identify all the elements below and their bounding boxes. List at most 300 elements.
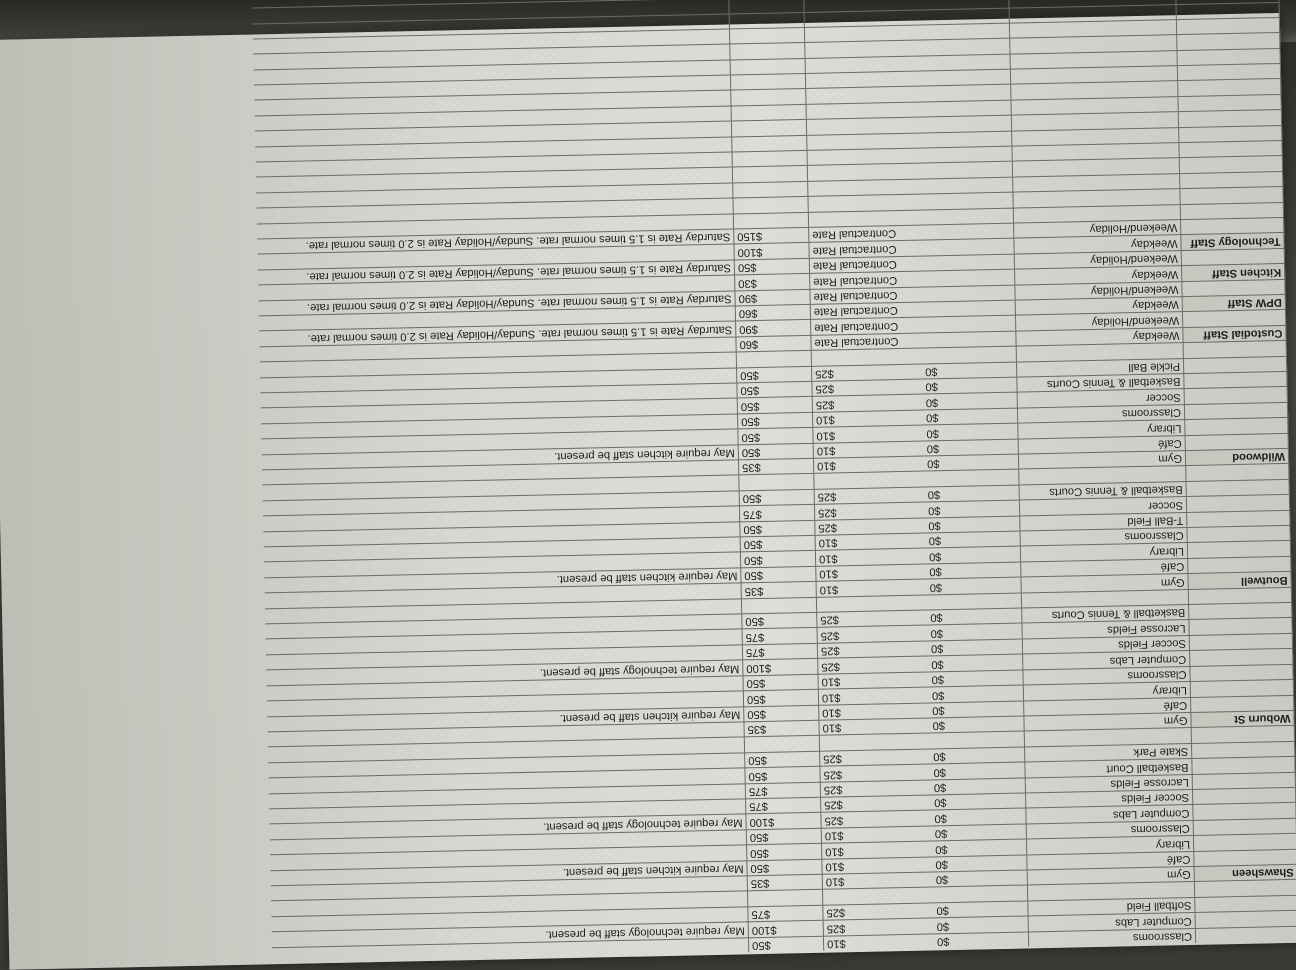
rate-nonprofit-cell: $10 [823, 934, 934, 951]
rate-resident-cell: $0 [925, 500, 1020, 517]
rate-other-cell: $90 [736, 320, 811, 337]
rate-other-cell: $50 [745, 751, 820, 768]
site-label [1176, 2, 1279, 20]
rate-other-cell: $100 [748, 920, 823, 937]
site-label [1193, 833, 1296, 851]
facility-cell: Classrooms [1026, 820, 1193, 839]
facility-cell: T-Ball Field [1020, 512, 1187, 531]
rate-other-cell: $50 [737, 412, 812, 429]
rate-other-cell: $50 [739, 489, 814, 506]
rate-other-cell [730, 43, 805, 60]
site-label [1192, 756, 1295, 774]
site-label [1195, 895, 1296, 913]
rate-resident-cell: $0 [931, 793, 1026, 810]
rate-nonprofit-cell [805, 40, 916, 58]
rate-other-cell: $60 [735, 304, 810, 321]
rate-nonprofit-cell: $10 [815, 548, 926, 566]
rate-other-cell: $35 [744, 720, 819, 737]
facility-rate-table [252, 0, 1296, 962]
site-label [1189, 633, 1292, 651]
rate-other-cell: $100 [734, 243, 809, 260]
rate-resident-cell: $0 [922, 362, 1017, 379]
rate-other-cell: $90 [735, 289, 810, 306]
site-label [1195, 910, 1296, 928]
rate-resident-cell: $0 [927, 624, 1022, 641]
rate-schedule [20, 31, 1296, 967]
site-label [1182, 279, 1285, 297]
site-label [1187, 541, 1290, 559]
site-label [1183, 341, 1286, 359]
rate-nonprofit-cell [806, 102, 917, 120]
rate-nonprofit-cell: $10 [816, 579, 927, 597]
rate-resident-cell [919, 208, 1014, 225]
rate-nonprofit-cell: $10 [815, 533, 926, 551]
site-label [1190, 649, 1293, 667]
rate-nonprofit-cell: $25 [814, 502, 925, 520]
rate-other-cell [732, 166, 807, 183]
rate-other-cell: $50 [748, 936, 823, 952]
rate-other-cell: $50 [744, 705, 819, 722]
rate-other-cell: $50 [738, 428, 813, 445]
facility-cell: Café [1018, 435, 1185, 454]
rate-other-cell: $50 [740, 551, 815, 568]
facility-cell: Weekday [1015, 297, 1182, 316]
rate-resident-cell [919, 223, 1014, 240]
rate-other-cell: $50 [746, 828, 821, 845]
rate-resident-cell: $0 [928, 639, 1023, 656]
rate-nonprofit-cell: Contractual Rate [810, 287, 921, 305]
site-label [1180, 202, 1283, 220]
rate-nonprofit-cell: $10 [813, 456, 924, 474]
facility-cell: Basketball & Tennis Courts [1022, 605, 1189, 624]
site-label [1180, 171, 1283, 189]
site-label: Custodial Staff [1183, 325, 1286, 343]
rate-resident-cell [933, 885, 1028, 902]
rate-resident-cell [920, 254, 1015, 271]
note-cell: May require technology staff be present. [269, 814, 746, 839]
rate-nonprofit-cell: Contractual Rate [809, 225, 920, 243]
facility-cell: Weekend/Holiday [1014, 250, 1181, 269]
rate-other-cell [741, 597, 816, 614]
facility-cell: Soccer Fields [1022, 635, 1189, 654]
site-label [1187, 525, 1290, 543]
facility-cell: Classrooms [1017, 404, 1184, 423]
facility-cell: Soccer [1019, 497, 1186, 516]
rate-resident-cell: $0 [934, 932, 1029, 949]
rate-resident-cell [921, 300, 1016, 317]
rate-nonprofit-cell: $10 [819, 703, 930, 721]
site-label [1189, 618, 1292, 636]
site-label: Woburn St [1191, 710, 1294, 728]
rate-nonprofit-cell: $10 [812, 410, 923, 428]
note-cell: May require kitchen staff be present. [270, 860, 747, 885]
rate-nonprofit-cell: $25 [818, 656, 929, 674]
site-label [1184, 371, 1287, 389]
rate-other-cell: $100 [743, 659, 818, 676]
rate-nonprofit-cell: Contractual Rate [809, 240, 920, 258]
site-label [1184, 402, 1287, 420]
rate-resident-cell: $0 [923, 408, 1018, 425]
facility-cell: Skate Park [1025, 743, 1192, 762]
rate-other-cell: $75 [746, 797, 821, 814]
rate-resident-cell [916, 85, 1011, 102]
rate-resident-cell: $0 [925, 516, 1020, 533]
rate-nonprofit-cell: $10 [821, 826, 932, 844]
rate-resident-cell: $0 [930, 762, 1025, 779]
note-cell: Saturday Rate is 1.5 times normal rate. Sunday/Holiday Rate is 2.0 times normal rate. [257, 229, 734, 254]
rate-other-cell [739, 474, 814, 491]
facility-cell: Softball Field [1028, 897, 1195, 916]
facility-cell: Basketball & Tennis Courts [1019, 481, 1186, 500]
rate-other-cell [732, 135, 807, 152]
rate-nonprofit-cell [805, 71, 916, 89]
rate-nonprofit-cell: $25 [823, 918, 934, 936]
facility-cell: Library [1020, 543, 1187, 562]
rate-other-cell [729, 12, 804, 29]
rate-other-cell: $50 [740, 535, 815, 552]
site-label [1179, 140, 1282, 158]
rate-nonprofit-cell: $10 [822, 841, 933, 859]
rate-nonprofit-cell: $10 [816, 564, 927, 582]
rate-other-cell: $150 [734, 227, 809, 244]
facility-cell: Weekday [1014, 235, 1181, 254]
facility-cell: Weekend/Holiday [1014, 220, 1181, 239]
rate-other-cell: $50 [743, 689, 818, 706]
rate-other-cell [729, 0, 804, 14]
rate-resident-cell: $0 [926, 547, 1021, 564]
rate-nonprofit-cell [808, 194, 919, 212]
facility-cell: Basketball & Tennis Courts [1017, 374, 1184, 393]
site-label [1182, 310, 1285, 328]
rate-resident-cell [915, 38, 1010, 55]
rate-resident-cell [920, 269, 1015, 286]
rate-nonprofit-cell: $10 [818, 672, 929, 690]
site-label: Shawsheen [1194, 864, 1296, 882]
rate-resident-cell: $0 [931, 808, 1026, 825]
site-label [1191, 741, 1294, 759]
rate-resident-cell: $0 [924, 454, 1019, 471]
rate-resident-cell [917, 131, 1012, 148]
site-label [1179, 125, 1282, 143]
rate-resident-cell [920, 285, 1015, 302]
rate-resident-cell [915, 8, 1010, 25]
rate-other-cell [732, 150, 807, 167]
rate-other-cell: $100 [746, 813, 821, 830]
site-label [1191, 695, 1294, 713]
rate-nonprofit-cell: $10 [813, 441, 924, 459]
rate-resident-cell: $0 [928, 670, 1023, 687]
site-label [1178, 94, 1281, 112]
facility-cell: Gym [1021, 574, 1188, 593]
site-label: Boutwell [1188, 572, 1291, 590]
facility-cell: Computer Labs [1023, 651, 1190, 670]
rate-other-cell: $50 [747, 843, 822, 860]
rate-nonprofit-cell: $25 [814, 487, 925, 505]
rate-resident-cell: $0 [922, 377, 1017, 394]
note-cell: May require technology staff be present. [266, 660, 743, 685]
rate-other-cell [731, 104, 806, 121]
rate-nonprofit-cell: $10 [822, 857, 933, 875]
site-label [1185, 418, 1288, 436]
rate-resident-cell: $0 [925, 485, 1020, 502]
rate-nonprofit-cell: $25 [817, 625, 928, 643]
rate-other-cell: $35 [741, 582, 816, 599]
rate-nonprofit-cell [811, 348, 922, 366]
rate-nonprofit-cell: $25 [812, 379, 923, 397]
site-label [1178, 79, 1281, 97]
rate-other-cell: $30 [735, 274, 810, 291]
printed-sheet [0, 13, 1296, 970]
rate-nonprofit-cell [807, 164, 918, 182]
rate-other-cell: $75 [742, 628, 817, 645]
site-label [1180, 187, 1283, 205]
site-label [1186, 464, 1289, 482]
site-label [1193, 803, 1296, 821]
note-cell: May require kitchen staff be present. [267, 706, 744, 731]
rate-resident-cell: $0 [929, 716, 1024, 733]
rate-nonprofit-cell: $25 [820, 749, 931, 767]
rate-other-cell [733, 197, 808, 214]
rate-resident-cell: $0 [934, 916, 1029, 933]
rate-nonprofit-cell [807, 148, 918, 166]
rate-nonprofit-cell: Contractual Rate [809, 256, 920, 274]
site-label [1187, 510, 1290, 528]
rate-resident-cell [921, 331, 1016, 348]
facility-cell: Weekday [1015, 266, 1182, 285]
rate-resident-cell: $0 [930, 747, 1025, 764]
rate-resident-cell: $0 [933, 870, 1028, 887]
rate-other-cell: $75 [748, 905, 823, 922]
facility-cell: Library [1023, 682, 1190, 701]
facility-cell: Weekend/Holiday [1015, 312, 1182, 331]
site-label [1195, 926, 1296, 943]
note-cell: Saturday Rate is 1.5 times normal rate. Sunday/Holiday Rate is 2.0 times normal rate. [258, 260, 735, 285]
rate-other-cell [730, 58, 805, 75]
facility-cell: Weekend/Holiday [1015, 281, 1182, 300]
rate-nonprofit-cell [808, 210, 919, 228]
rate-nonprofit-cell: $10 [822, 872, 933, 890]
facility-cell: Computer Labs [1026, 805, 1193, 824]
site-label [1194, 880, 1296, 898]
rate-nonprofit-cell: Contractual Rate [811, 317, 922, 335]
rate-nonprofit-cell [816, 595, 927, 613]
site-label: DPW Staff [1182, 294, 1285, 312]
rate-other-cell: $50 [737, 381, 812, 398]
rate-resident-cell: $0 [929, 685, 1024, 702]
rate-resident-cell [921, 316, 1016, 333]
note-cell: May require kitchen staff be present. [262, 445, 739, 470]
rate-nonprofit-cell [819, 733, 930, 751]
facility-cell: Lacrosse Fields [1022, 620, 1189, 639]
rate-resident-cell: $0 [923, 423, 1018, 440]
rate-resident-cell [919, 238, 1014, 255]
rate-nonprofit-cell: $10 [818, 687, 929, 705]
site-label [1189, 602, 1292, 620]
rate-nonprofit-cell [806, 87, 917, 105]
site-label [1183, 356, 1286, 374]
rate-nonprofit-cell: Contractual Rate [811, 333, 922, 351]
rate-nonprofit-cell: $25 [821, 810, 932, 828]
site-label [1178, 110, 1281, 128]
rate-other-cell: $50 [734, 258, 809, 275]
rate-nonprofit-cell: $25 [817, 641, 928, 659]
facility-cell: Classrooms [1023, 666, 1190, 685]
rate-other-cell: $75 [745, 782, 820, 799]
rate-nonprofit-cell [807, 133, 918, 151]
rate-other-cell [729, 27, 804, 44]
site-label [1191, 726, 1294, 744]
site-label [1176, 17, 1279, 35]
rate-resident-cell [930, 731, 1025, 748]
site-label [1185, 433, 1288, 451]
facility-cell: Classrooms [1020, 528, 1187, 547]
site-label [1186, 479, 1289, 497]
rate-resident-cell [927, 593, 1022, 610]
facility-cell: Lacrosse Fields [1025, 774, 1192, 793]
rate-resident-cell: $0 [931, 778, 1026, 795]
rate-resident-cell [918, 177, 1013, 194]
rate-other-cell: $75 [739, 505, 814, 522]
facility-cell: Soccer Fields [1025, 789, 1192, 808]
note-cell: May require technology staff be present. [272, 922, 749, 947]
site-label [1190, 664, 1293, 682]
rate-resident-cell: $0 [928, 654, 1023, 671]
note-cell: Saturday Rate is 1.5 times normal rate. Sunday/Holiday Rate is 2.0 times normal rate. [259, 321, 736, 346]
site-label: Wildwood [1185, 448, 1288, 466]
facility-cell: Library [1018, 420, 1185, 439]
rate-nonprofit-cell: Contractual Rate [810, 302, 921, 320]
rate-resident-cell: $0 [927, 608, 1022, 625]
rate-nonprofit-cell [822, 887, 933, 905]
site-label: Technology Staff [1181, 233, 1284, 251]
rate-nonprofit-cell [808, 179, 919, 197]
site-label [1186, 495, 1289, 513]
rate-nonprofit-cell: Contractual Rate [810, 271, 921, 289]
rate-other-cell: $50 [737, 366, 812, 383]
site-label [1188, 556, 1291, 574]
site-label [1194, 849, 1296, 867]
rate-nonprofit-cell [805, 56, 916, 74]
rate-other-cell: $50 [741, 566, 816, 583]
rate-other-cell: $50 [745, 766, 820, 783]
rate-resident-cell [918, 162, 1013, 179]
site-label [1181, 248, 1284, 266]
facility-cell: Café [1024, 697, 1191, 716]
rate-other-cell: $60 [736, 335, 811, 352]
rate-resident-cell [924, 470, 1019, 487]
facility-cell: Gym [1024, 712, 1191, 731]
note-cell: Saturday Rate is 1.5 times normal rate. Sunday/Holiday Rate is 2.0 times normal rate. [259, 291, 736, 316]
rate-nonprofit-cell [804, 10, 915, 28]
site-label [1190, 679, 1293, 697]
rate-nonprofit-cell: $25 [812, 394, 923, 412]
rate-resident-cell [922, 346, 1017, 363]
site-label [1188, 587, 1291, 605]
facility-cell: Café [1021, 558, 1188, 577]
rate-other-cell: $35 [738, 458, 813, 475]
site-label [1179, 156, 1282, 174]
rate-nonprofit-cell [814, 471, 925, 489]
rate-other-cell: $50 [738, 443, 813, 460]
site-label [1177, 48, 1280, 66]
rate-other-cell: $35 [747, 874, 822, 891]
rate-resident-cell: $0 [932, 824, 1027, 841]
facility-cell: Basketball Court [1025, 759, 1192, 778]
table-body [252, 0, 1296, 962]
rate-other-cell [744, 736, 819, 753]
rate-other-cell: $50 [737, 397, 812, 414]
rate-resident-cell: $0 [926, 562, 1021, 579]
rate-other-cell [747, 890, 822, 907]
site-label [1192, 787, 1295, 805]
rate-nonprofit-cell: $25 [812, 364, 923, 382]
note-cell: May require kitchen staff be present. [264, 568, 741, 593]
rate-resident-cell [915, 23, 1010, 40]
rate-other-cell [733, 212, 808, 229]
facility-cell: Classrooms [1028, 928, 1195, 946]
rate-nonprofit-cell: $25 [817, 610, 928, 628]
rate-nonprofit-cell: $25 [820, 780, 931, 798]
rate-resident-cell: $0 [932, 839, 1027, 856]
site-label: Kitchen Staff [1181, 264, 1284, 282]
facility-cell: Computer Labs [1028, 913, 1195, 932]
rate-other-cell [730, 74, 805, 91]
rate-other-cell: $75 [742, 643, 817, 660]
facility-cell: Library [1026, 836, 1193, 855]
facility-cell: Café [1027, 851, 1194, 870]
rate-other-cell [733, 181, 808, 198]
site-label [1184, 387, 1287, 405]
site-label [1192, 772, 1295, 790]
rate-resident-cell: $0 [933, 901, 1028, 918]
rate-nonprofit-cell: $25 [815, 518, 926, 536]
site-label [1177, 33, 1280, 51]
rate-other-cell: $50 [743, 674, 818, 691]
rate-nonprofit-cell: $25 [820, 764, 931, 782]
rate-other-cell [731, 120, 806, 137]
facility-cell: Gym [1018, 451, 1185, 470]
rate-nonprofit-cell: $25 [823, 903, 934, 921]
rate-resident-cell [918, 192, 1013, 209]
rate-resident-cell [917, 100, 1012, 117]
rate-nonprofit-cell: $10 [813, 425, 924, 443]
rate-resident-cell [916, 54, 1011, 71]
rate-other-cell [731, 89, 806, 106]
rate-resident-cell: $0 [923, 393, 1018, 410]
facility-cell: Gym [1027, 866, 1194, 885]
facility-cell: Soccer [1017, 389, 1184, 408]
rate-other-cell: $50 [740, 520, 815, 537]
site-label [1177, 64, 1280, 82]
rate-resident-cell: $0 [926, 531, 1021, 548]
rate-other-cell [736, 351, 811, 368]
rate-resident-cell: $0 [929, 701, 1024, 718]
rate-resident-cell [917, 146, 1012, 163]
facility-cell: Pickle Ball [1016, 358, 1183, 377]
rate-resident-cell [917, 115, 1012, 132]
rate-nonprofit-cell: $25 [821, 795, 932, 813]
facility-cell: Weekday [1016, 327, 1183, 346]
rate-nonprofit-cell [806, 117, 917, 135]
rate-resident-cell: $0 [932, 855, 1027, 872]
rate-other-cell: $50 [747, 859, 822, 876]
rate-other-cell: $50 [742, 612, 817, 629]
site-label [1193, 818, 1296, 836]
rate-resident-cell [916, 69, 1011, 86]
rate-nonprofit-cell: $10 [819, 718, 930, 736]
rate-resident-cell: $0 [926, 577, 1021, 594]
rate-resident-cell: $0 [924, 439, 1019, 456]
